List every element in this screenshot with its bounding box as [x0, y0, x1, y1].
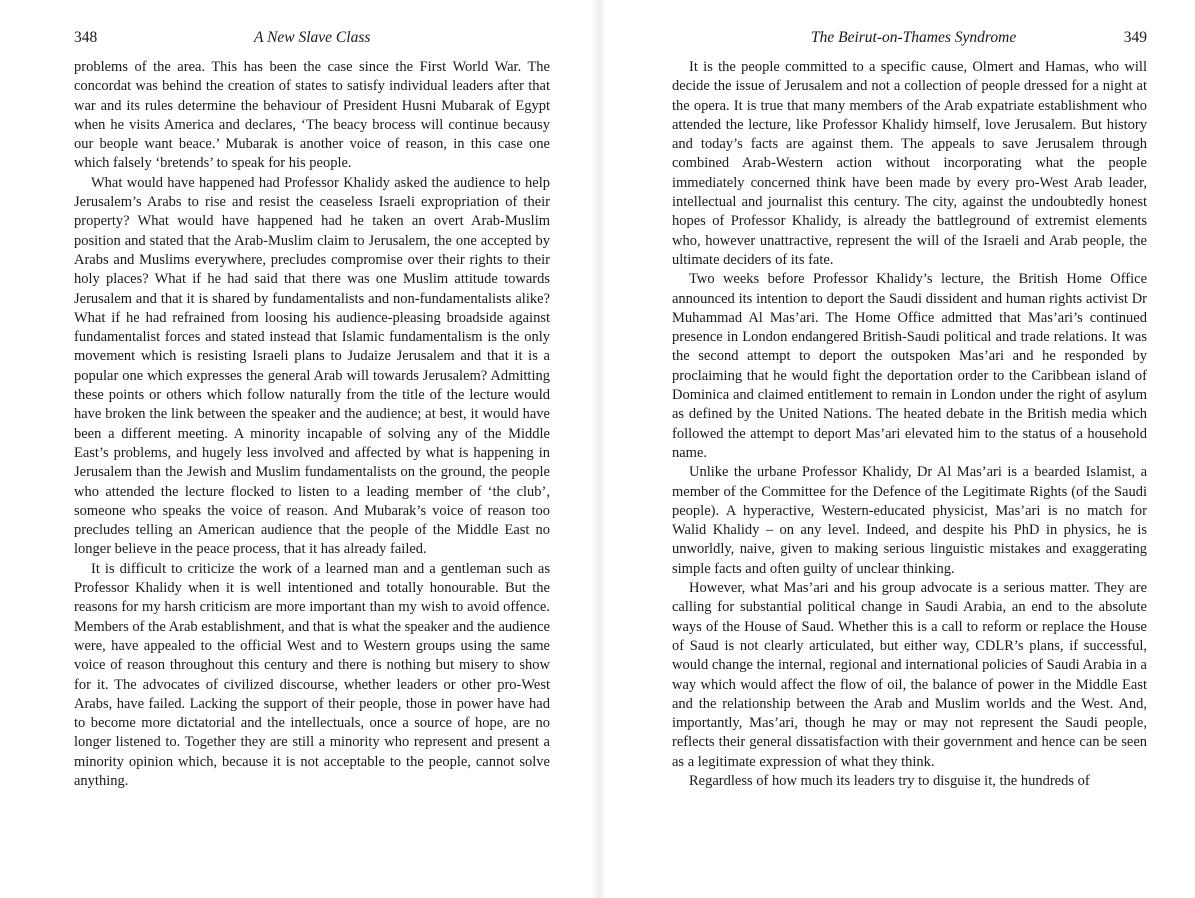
- running-head-title: A New Slave Class: [254, 29, 371, 46]
- page-number: 349: [1123, 29, 1147, 46]
- left-body-text: [74, 58, 550, 791]
- paragraph: It is difficult to criticize the work of a learned man and a gentleman such as Professor Khalidy when it is well intentioned and totally honourable. But the reasons for my harsh criticism are more important than my wish to avoid offence. Members of the Arab establishment, and that is what the speaker and the audience were, have appealed to the official West and to Western groups using the same voice of reason throughout this century and there is nothing but misery to show for it. The advocates of civilized discourse, whether leaders or other pro-West Arabs, have failed. Lacking the support of their people, those in power have had to become more dictatorial and the intellectuals, once a source of hope, are no longer listened to. Together they are still a minority who represent and present a minority opinion which, because it is not acceptable to the people, cannot solve anything.: [74, 560, 550, 789]
- paragraph: Unlike the urbane Professor Khalidy, Dr Al Mas’ari is a bearded Islamist, a member of the Committee for the Defence of the Legitimate Rights (of the Saudi people). A hyperactive, Western-educated physicist, Mas’ari is no match for Walid Khalidy – on any level. Indeed, and despite his PhD in physics, he is unworldly, naive, given to making serious linguistic mistakes and exaggerating simple facts and often guilty of unclear thinking.: [672, 464, 1147, 577]
- paragraph: What would have happened had Professor Khalidy asked the audience to help Jerusalem’s Arabs to rise and resist the ceaseless Israeli expropriation of their property? What would have happened had he taken an overt Arab-Muslim position and stated that the Arab-Muslim claim to Jerusalem, the one accepted by Arabs and Muslims everywhere, precludes compromise over their rights to their holy places? What if he had said that there was one Muslim attitude towards Jerusalem and that it is shared by fundamentalists and non-fundamentalists alike? What if he had refrained from loosing his audience-pleasing broadside against fundamentalist forces and stated instead that Islamic fundamentalism is the only movement which is resisting Israeli plans to Judaize Jerusalem and that it is a popular one which expresses the general Arab will towards Jerusalem? Admitting these points or others which follow naturally from the title of the lecture would have broken the link between the speaker and the audience; at best, it would have been a different meeting. A minority incapable of solving any of the Middle East’s problems, and hugely less involved and affected by what is happening in Jerusalem than the Jewish and Muslim fundamentalists on the ground, the people who attended the lecture flocked to listen to a leading member of ‘the club’, someone who speaks the voice of reason. And Mubarak’s voice of reason too precludes telling an American audience that the people of the Middle East no longer believe in the peace process, that it has already failed.: [74, 174, 550, 558]
- running-head-title: The Beirut-on-Thames Syndrome: [811, 29, 1017, 46]
- paragraph: However, what Mas’ari and his group advocate is a serious matter. They are calling for substantial political change in Saudi Arabia, an end to the absolute ways of the House of Saud. Whether this is a call to reform or replace the House of Saud is not clearly articulated, but either way, CDLR’s plans, if successful, would change the internal, regional and international policies of Saudi Arabia in a way which would affect the flow of oil, the balance of power in the Middle East and the relationship between the Arab and Muslim worlds and the West. And, importantly, Mas’ari, though he may or may not represent the Saudi people, reflects their general dissatisfaction with their government and hence can be seen as a legitimate expression of what they think.: [672, 580, 1147, 770]
- right-body-text: [672, 58, 1147, 791]
- page-number: 348: [74, 29, 98, 46]
- left-page: [0, 0, 597, 898]
- paragraph: Two weeks before Professor Khalidy’s lecture, the British Home Office announced its intention to deport the Saudi dissident and human rights activist Dr Muhammad Al Mas’ari. The Home Office admitted that Mas’ari’s continued presence in London endangered British-Saudi political and trade relations. It was the second attempt to deport the outspoken Mas’ari and he responded by proclaiming that he would fight the deportation order to the Caribbean island of Dominica and claimed entitlement to remain in London under the right of asylum as defined by the United Nations. The heated debate in the British media which followed the attempt to deport Mas’ari elevated him to the status of a household name.: [672, 271, 1147, 461]
- paragraph: Regardless of how much its leaders try to disguise it, the hundreds of: [689, 772, 1090, 789]
- left-running-head: [74, 27, 550, 49]
- paragraph: It is the people committed to a specific cause, Olmert and Hamas, who will decide the issue of Jerusalem and not a collection of people dressed for a night at the opera. It is true that many members of the Arab expatriate establishment who attended the lecture, like Professor Khalidy himself, love Jerusalem. But history and today’s facts are against them. The appeals to save Jerusalem through combined Arab-Western action without incorporating what the people immediately concerned think have been made by every pro-West Arab leader, intellectual and journalist this century. The city, against the undoubtedly honest hopes of Professor Khalidy, is already the battleground of extremist elements who, however unattractive, represent the will of the Israeli and Arab people, the ultimate deciders of its fate.: [672, 59, 1147, 268]
- right-page: [598, 0, 1195, 898]
- right-running-head: [672, 27, 1147, 49]
- paragraph: problems of the area. This has been the case since the First World War. The concordat was behind the creation of states to satisfy individual leaders after that war and its rules determine the behaviour of President Husni Mubarak of Egypt when he visits America and declares, ‘The beacy brocess will continue becausy our beople want beace.’ Mubarak is another voice of reason, in this case one which falsely ‘bretends’ to speak for his people.: [74, 59, 550, 172]
